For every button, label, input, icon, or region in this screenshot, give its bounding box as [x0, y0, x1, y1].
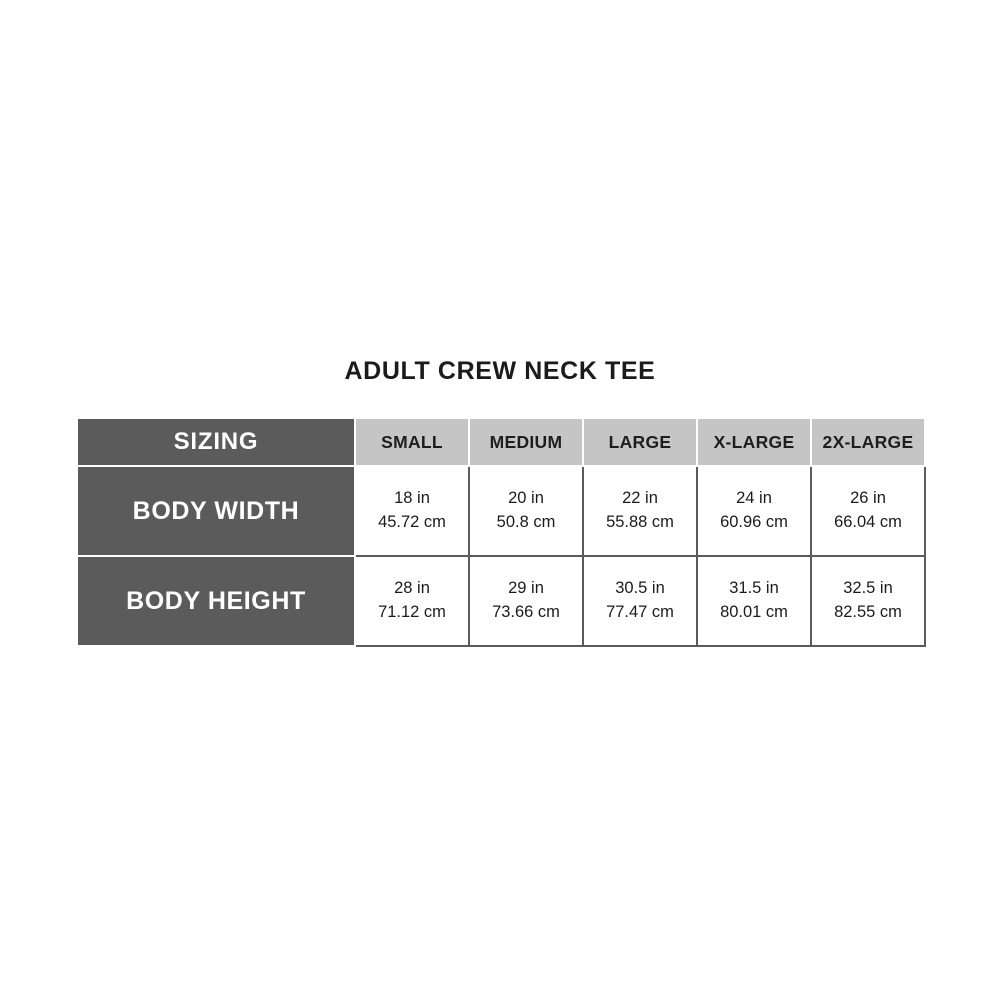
cell-body-height-2xlarge [811, 556, 925, 646]
value-inches: 26 in [850, 489, 886, 508]
value-centimeters: 60.96 cm [720, 513, 788, 531]
cell-body-height-medium [469, 556, 583, 646]
header-size-medium: MEDIUM [469, 418, 583, 466]
value-inches: 28 in [394, 579, 430, 598]
header-size-small: SMALL [355, 418, 469, 466]
value-inches: 32.5 in [843, 579, 893, 598]
value-centimeters: 82.55 cm [834, 603, 902, 621]
value-inches: 30.5 in [615, 579, 665, 598]
value-centimeters: 45.72 cm [378, 513, 446, 531]
value-inches: 22 in [622, 489, 658, 508]
cell-body-height-xlarge [697, 556, 811, 646]
value-centimeters: 50.8 cm [496, 513, 556, 531]
value-inches: 18 in [394, 489, 430, 508]
page-title: ADULT CREW NECK TEE [344, 357, 656, 385]
cell-body-height-large [583, 556, 697, 646]
cell-body-width-2xlarge [811, 466, 925, 556]
value-inches: 31.5 in [729, 579, 779, 598]
cell-body-width-small [355, 466, 469, 556]
cell-body-width-xlarge [697, 466, 811, 556]
cell-body-width-medium [469, 466, 583, 556]
value-centimeters: 77.47 cm [606, 603, 674, 621]
header-size-2xlarge: 2X-LARGE [811, 418, 925, 466]
row-label-body-height: BODY HEIGHT [77, 556, 355, 646]
table-header-row [77, 418, 925, 466]
value-centimeters: 55.88 cm [606, 513, 674, 531]
value-centimeters: 73.66 cm [492, 603, 560, 621]
header-size-xlarge: X-LARGE [697, 418, 811, 466]
table-row [77, 556, 925, 646]
table-row [77, 466, 925, 556]
cell-body-width-large [583, 466, 697, 556]
cell-body-height-small [355, 556, 469, 646]
row-label-body-width: BODY WIDTH [77, 466, 355, 556]
value-inches: 24 in [736, 489, 772, 508]
header-sizing-label: SIZING [77, 418, 355, 466]
header-size-large: LARGE [583, 418, 697, 466]
value-inches: 29 in [508, 579, 544, 598]
value-inches: 20 in [508, 489, 544, 508]
value-centimeters: 66.04 cm [834, 513, 902, 531]
size-chart-table [76, 417, 926, 647]
value-centimeters: 80.01 cm [720, 603, 788, 621]
value-centimeters: 71.12 cm [378, 603, 446, 621]
size-chart-table-container [76, 417, 924, 647]
